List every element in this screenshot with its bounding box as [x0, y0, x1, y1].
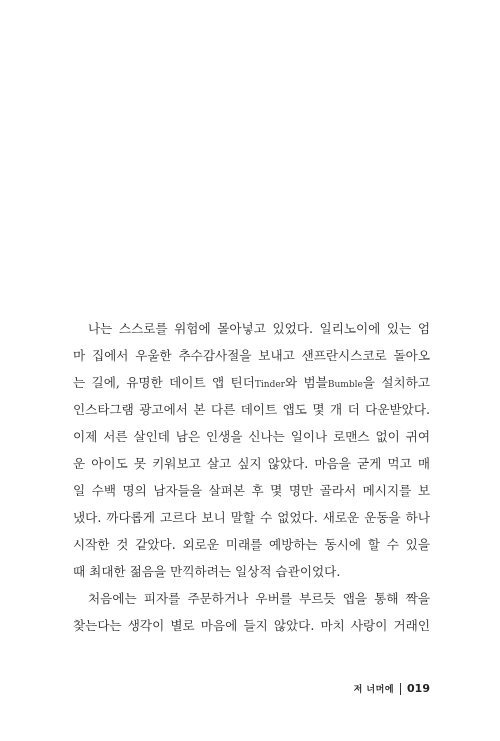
- body-line: 인스타그램 광고에서 본 다른 데이트 앱도 몇 개 더 다운받았다.: [73, 402, 430, 417]
- body-text-run: 을 설치하고: [362, 375, 430, 390]
- body-line: 찾는다는 생각이 별로 마음에 들지 않았다. 마치 사랑이 거래인: [73, 618, 430, 633]
- body-line: 운 아이도 못 키워보고 살고 싶지 않았다. 마음을 굳게 먹고 매: [73, 456, 430, 471]
- body-line: 이제 서른 살인데 남은 인생을 신나는 일이나 로맨스 없이 귀여: [73, 429, 430, 444]
- running-chapter-title: 저 너머에: [353, 685, 395, 695]
- foreign-gloss: Tinder: [254, 380, 285, 390]
- body-line: 일 수백 명의 남자들을 살펴본 후 몇 명만 골라서 메시지를 보: [73, 483, 430, 498]
- body-line: 냈다. 까다롭게 고르다 보니 말할 수 없었다. 새로운 운동을 하나: [73, 510, 430, 525]
- body-line: 나는 스스로를 위험에 몰아넣고 있었다. 일리노이에 있는 엄: [88, 321, 430, 336]
- body-line: 시작한 것 같았다. 외로운 미래를 예방하는 동시에 할 수 있을: [73, 537, 430, 552]
- body-text-run: 는 길에, 유명한 데이트 앱 틴더: [73, 375, 255, 390]
- body-text-run: 와 범블: [284, 375, 328, 390]
- body-line: 마 집에서 우울한 추수감사절을 보내고 샌프란시스코로 돌아오: [73, 348, 430, 363]
- body-line: 처음에는 피자를 주문하거나 우버를 부르듯 앱을 통해 짝을: [88, 591, 430, 606]
- body-line: 때 최대한 젊음을 만끽하려는 일상적 습관이었다.: [73, 564, 341, 579]
- foreign-gloss: Bumble: [327, 380, 363, 390]
- body-line: [73, 369, 430, 396]
- footer-divider: [400, 683, 401, 695]
- page-number: 019: [407, 682, 430, 695]
- page-footer: [354, 682, 430, 695]
- body-text: [73, 315, 430, 639]
